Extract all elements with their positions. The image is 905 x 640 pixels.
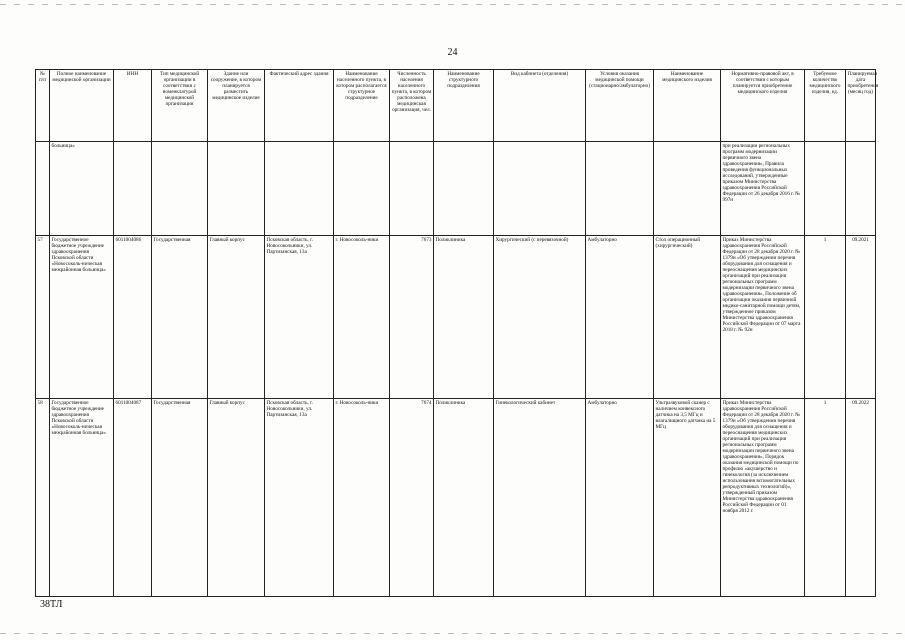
footer-code: 38ТЛ [40,599,63,610]
cell-conditions: Амбулаторно [586,399,654,597]
cell-population: 7674 [390,399,434,597]
scan-artifact-top [0,4,905,5]
scan-artifact-bottom [0,633,905,634]
cell-act: Приказ Министерства здравоохранения Российской Федерации от 28 декабря 2020 г. № 1379н «Об утверждении перечня оборудования для оснащения и переоснащения медицинских организаций при реализации региональных программ модернизации первичного звена здравоохранения», Положение об организации оказания первичной медико-санитарной помощи детям, утвержденное приказом Министерства здравоохранения Российской Федерации от 07 марта 2018 г. № 92н [721,236,805,399]
header-cell: Требуемое количество медицинского изделия, ед. [805,70,846,142]
cell-address: Псковская область, г. Новосокольники, ул. Партизанская, 13а [265,236,334,399]
header-cell: ИНН [114,70,152,142]
cell-org: Государственное бюджетное учреждение здравоохранения Псковской области «Новосоколь-ническая межрайонная больница» [50,399,114,597]
cell-qty: 1 [805,399,846,597]
table-row [36,399,876,597]
cell-device: Ультразвуковой сканер с наличием конвексного датчика на 3,5 МГц и влагалищного датчика на 5 МГц [654,399,721,597]
cell-type: Государственная [152,236,208,399]
page-number: 24 [447,47,458,58]
cell-settlement: г. Новосоколь-ники [334,236,390,399]
cell-device: Стол операционный (хирургический) [654,236,721,399]
cell-qty: 1 [805,236,846,399]
cell-org: Государственное бюджетное учреждение здравоохранения Псковской области «Новосоколь-ническая межрайонная больница» [50,236,114,399]
cell-num: 58 [36,399,50,597]
table-row-continuation [36,142,876,236]
table-header-row [36,70,876,142]
header-cell: Численность населения населенного пункта, в котором расположена медицинская организация, чел. [390,70,434,142]
header-cell: Полное наименование медицинской организации [50,70,114,142]
header-cell: Вид кабинета (отделения) [494,70,586,142]
equipment-table [35,69,879,597]
header-cell: Нормативно-правовой акт, в соответствии с которым планируется приобретение медицинского изделия [721,70,805,142]
cell-num: 57 [36,236,50,399]
cell-type: Государственная [152,399,208,597]
table-row [36,236,876,399]
header-cell: Наименование медицинского изделия [654,70,721,142]
header-cell: Здание или сооружение, в котором планируется разместить медицинское изделие [208,70,265,142]
header-cell: Планируемая дата приобретения (месяц год) [846,70,876,142]
header-cell: Наименование структурного подразделения [434,70,494,142]
cell-inn: 6011004087 [114,399,152,597]
header-cell: № п/п [36,70,50,142]
cell-act: при реализации региональных программ модернизации первичного звена здравоохранения», Правила проведения функциональных исследований, утвержденные приказом Министерства здравоохранения Российской Федерации от 26 декабря 2016 г. № 997н [721,142,805,236]
cell-act: Приказ Министерства здравоохранения Российской Федерации от 28 декабря 2020 г. № 1379н «Об утверждении перечня оборудования для оснащения и переоснащения медицинских организаций при реализации региональных программ модернизации первичного звена здравоохранения», Порядок оказания медицинской помощи по профилю «акушерство и гинекология (за исключением использования вспомогательных репродуктивных технологий)», утвержденный приказом Министерства здравоохранения Российской Федерации от 01 ноября 2012 г. [721,399,805,597]
cell-cabinet: Хирургический (с перевязочной) [494,236,586,399]
cell-cabinet: Гинекологический кабинет [494,399,586,597]
cell-building: Главный корпус [208,399,265,597]
cell-settlement: г. Новосоколь-ники [334,399,390,597]
cell-inn: 6011004086 [114,236,152,399]
cell-population: 7673 [390,236,434,399]
cell-building: Главный корпус [208,236,265,399]
header-cell: Фактический адрес здания [265,70,334,142]
cell-conditions: Амбулаторно [586,236,654,399]
cell-unit: Поликлиника [434,236,494,399]
header-cell: Условия оказания медицинской помощи (стационарно/амбулаторно) [586,70,654,142]
cell-date: 09.2022 [846,399,876,597]
cell-date: 09.2021 [846,236,876,399]
header-cell: Наименование населенного пункта, в котором располагается структурное подразделение [334,70,390,142]
cell-address: Псковская область, г. Новосокольники, ул. Партизанская, 13а [265,399,334,597]
header-cell: Тип медицинской организации в соответствии с номенклатурой медицинской организации [152,70,208,142]
cell-unit: Поликлиника [434,399,494,597]
cell-org: больница» [50,142,114,236]
